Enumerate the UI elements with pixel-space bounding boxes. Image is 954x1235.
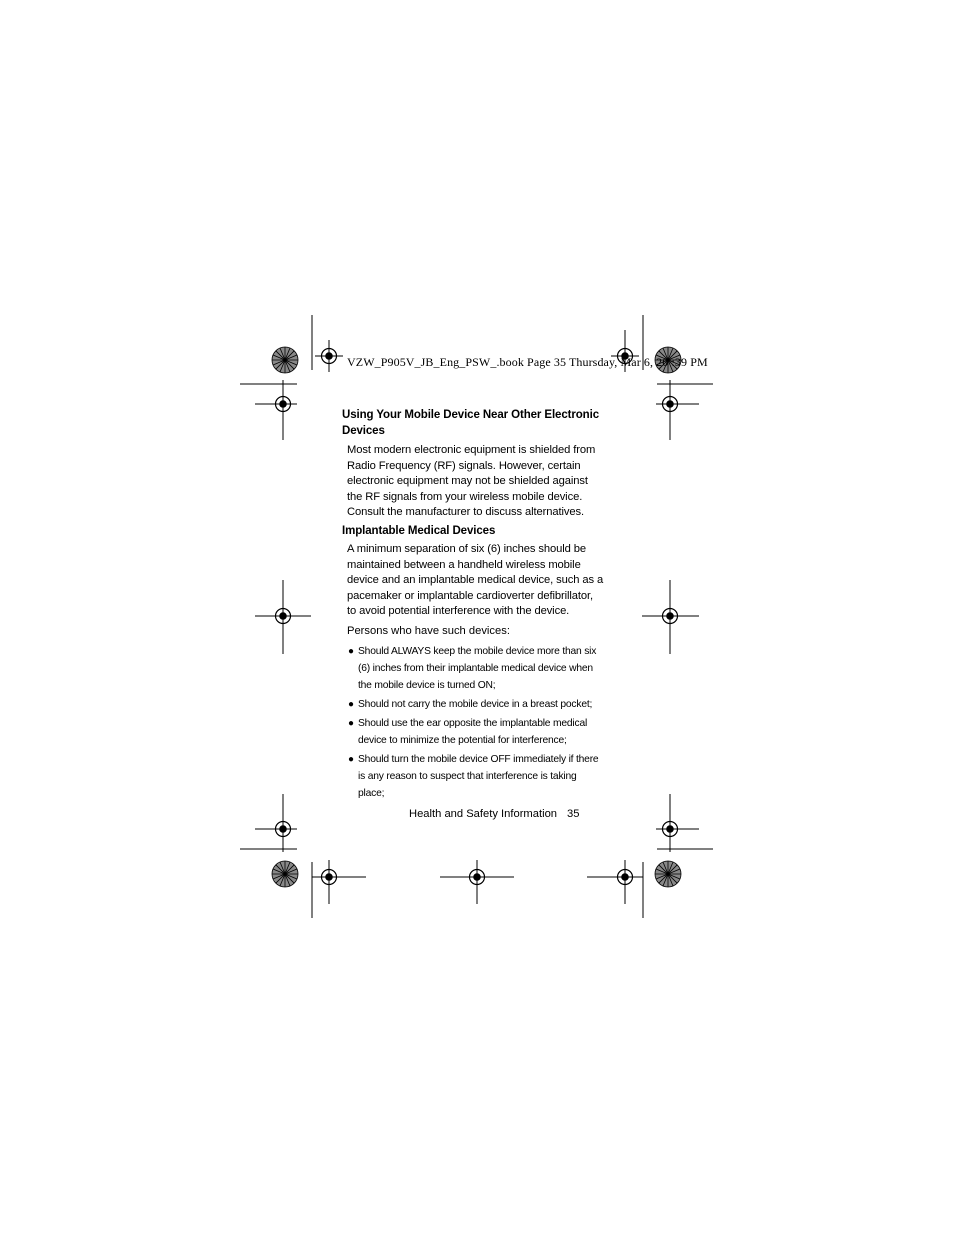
list-item xyxy=(347,696,604,713)
list-item-text: Should ALWAYS keep the mobile device more than six (6) inches from their implantable medical device when the mobile device is turned ON; xyxy=(358,645,597,691)
bullet-icon: ● xyxy=(348,698,354,710)
bullet-list-lead: Persons who have such devices: xyxy=(347,624,510,637)
section-body-implantable-devices: A minimum separation of six (6) inches should be maintained between a handheld wireless mobile device and an implantable medical device, such as a pacemaker or implantable cardioverter defibrillator, to avoid potential interference with the device. xyxy=(347,542,604,618)
list-item-text: Should turn the mobile device OFF immediately if there is any reason to suspect that interference is taking place; xyxy=(358,753,599,799)
list-item xyxy=(347,751,604,802)
star-target-icon xyxy=(272,861,298,887)
list-item xyxy=(347,715,604,749)
section-body-electronic-devices: Most modern electronic equipment is shielded from Radio Frequency (RF) signals. However, certain electronic equipment may not be shielded against the RF signals from your wireless mobile device. Consult the manufacturer to discuss alternatives. xyxy=(347,444,596,519)
section-heading-electronic-devices: Using Your Mobile Device Near Other Electronic Devices xyxy=(342,409,599,437)
list-item-text: Should use the ear opposite the implantable medical device to minimize the potential for interference; xyxy=(358,717,588,746)
bullet-icon: ● xyxy=(348,753,354,765)
list-item xyxy=(347,643,604,694)
list-item-text: Should not carry the mobile device in a breast pocket; xyxy=(358,698,593,710)
footer-page-number: 35 xyxy=(567,808,580,820)
book-slug-line: VZW_P905V_JB_Eng_PSW_.book Page 35 Thursday, Mar 6, 20 :39 PM xyxy=(347,355,708,369)
bullet-icon: ● xyxy=(348,645,354,657)
star-target-icon xyxy=(655,861,681,887)
star-target-icon xyxy=(272,347,298,373)
page-content xyxy=(342,407,604,804)
section-heading-implantable-devices: Implantable Medical Devices xyxy=(342,524,496,537)
bullet-icon: ● xyxy=(348,717,354,729)
footer-section-title: Health and Safety Information xyxy=(409,808,558,820)
precaution-list xyxy=(342,643,604,802)
